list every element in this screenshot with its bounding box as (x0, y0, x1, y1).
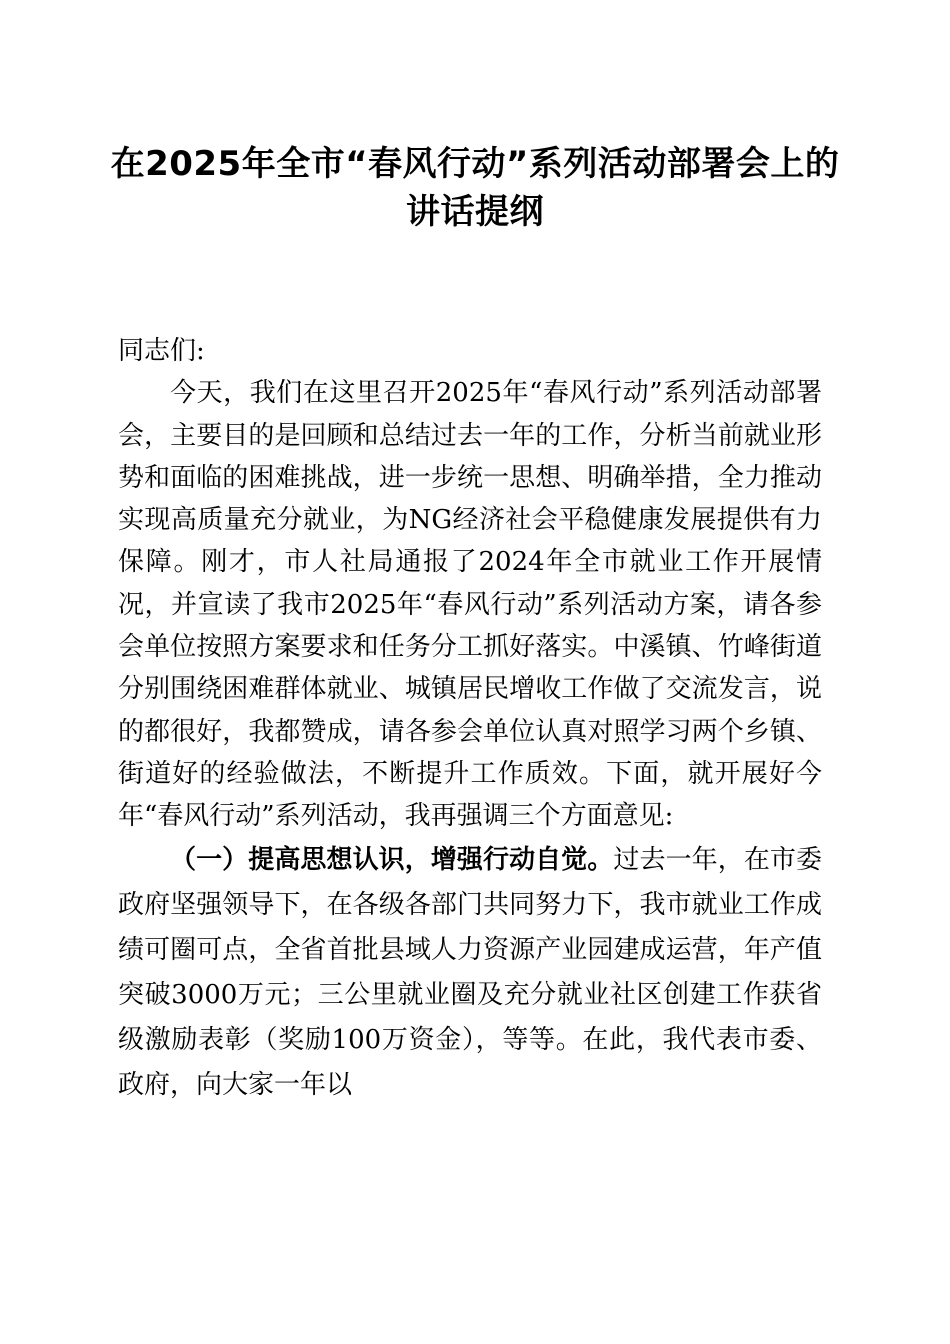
document-title: 在2025年全市“春风行动”系列活动部署会上的讲话提纲 (110, 144, 840, 232)
greeting: 同志们: (118, 336, 205, 366)
paragraph-section-1 (118, 838, 822, 1108)
section-1-heading: （一）提高思想认识，增强行动自觉。 (170, 844, 614, 875)
paragraph-intro: 今天，我们在这里召开2025年“春风行动”系列活动部署会，主要目的是回顾和总结过去一年的工作，分析当前就业形势和面临的困难挑战，进一步统一思想、明确举措，全力推动实现高质量充分就业，为NG经济社会平稳健康发展提供有力保障。刚才，市人社局通报了2024年全市就业工作开展情况，并宣读了我市2025年“春风行动”系列活动方案，请各参会单位按照方案要求和任务分工抓好落实。中溪镇、竹峰街道分别围绕困难群体就业、城镇居民增收工作做了交流发言，说的都很好，我都赞成，请各参会单位认真对照学习两个乡镇、街道好的经验做法，不断提升工作质效。下面，就开展好今年“春风行动”系列活动，我再强调三个方面意见: (118, 378, 822, 832)
document-body (118, 330, 822, 1108)
section-1-text: 过去一年，在市委政府坚强领导下，在各级各部门共同努力下，我市就业工作成绩可圈可点，全省首批县域人力资源产业园建成运营，年产值突破3000万元；三公里就业圈及充分就业社区创建工作获省级激励表彰（奖励100万资金），等等。在此，我代表市委、政府，向大家一年以 (118, 844, 822, 1100)
